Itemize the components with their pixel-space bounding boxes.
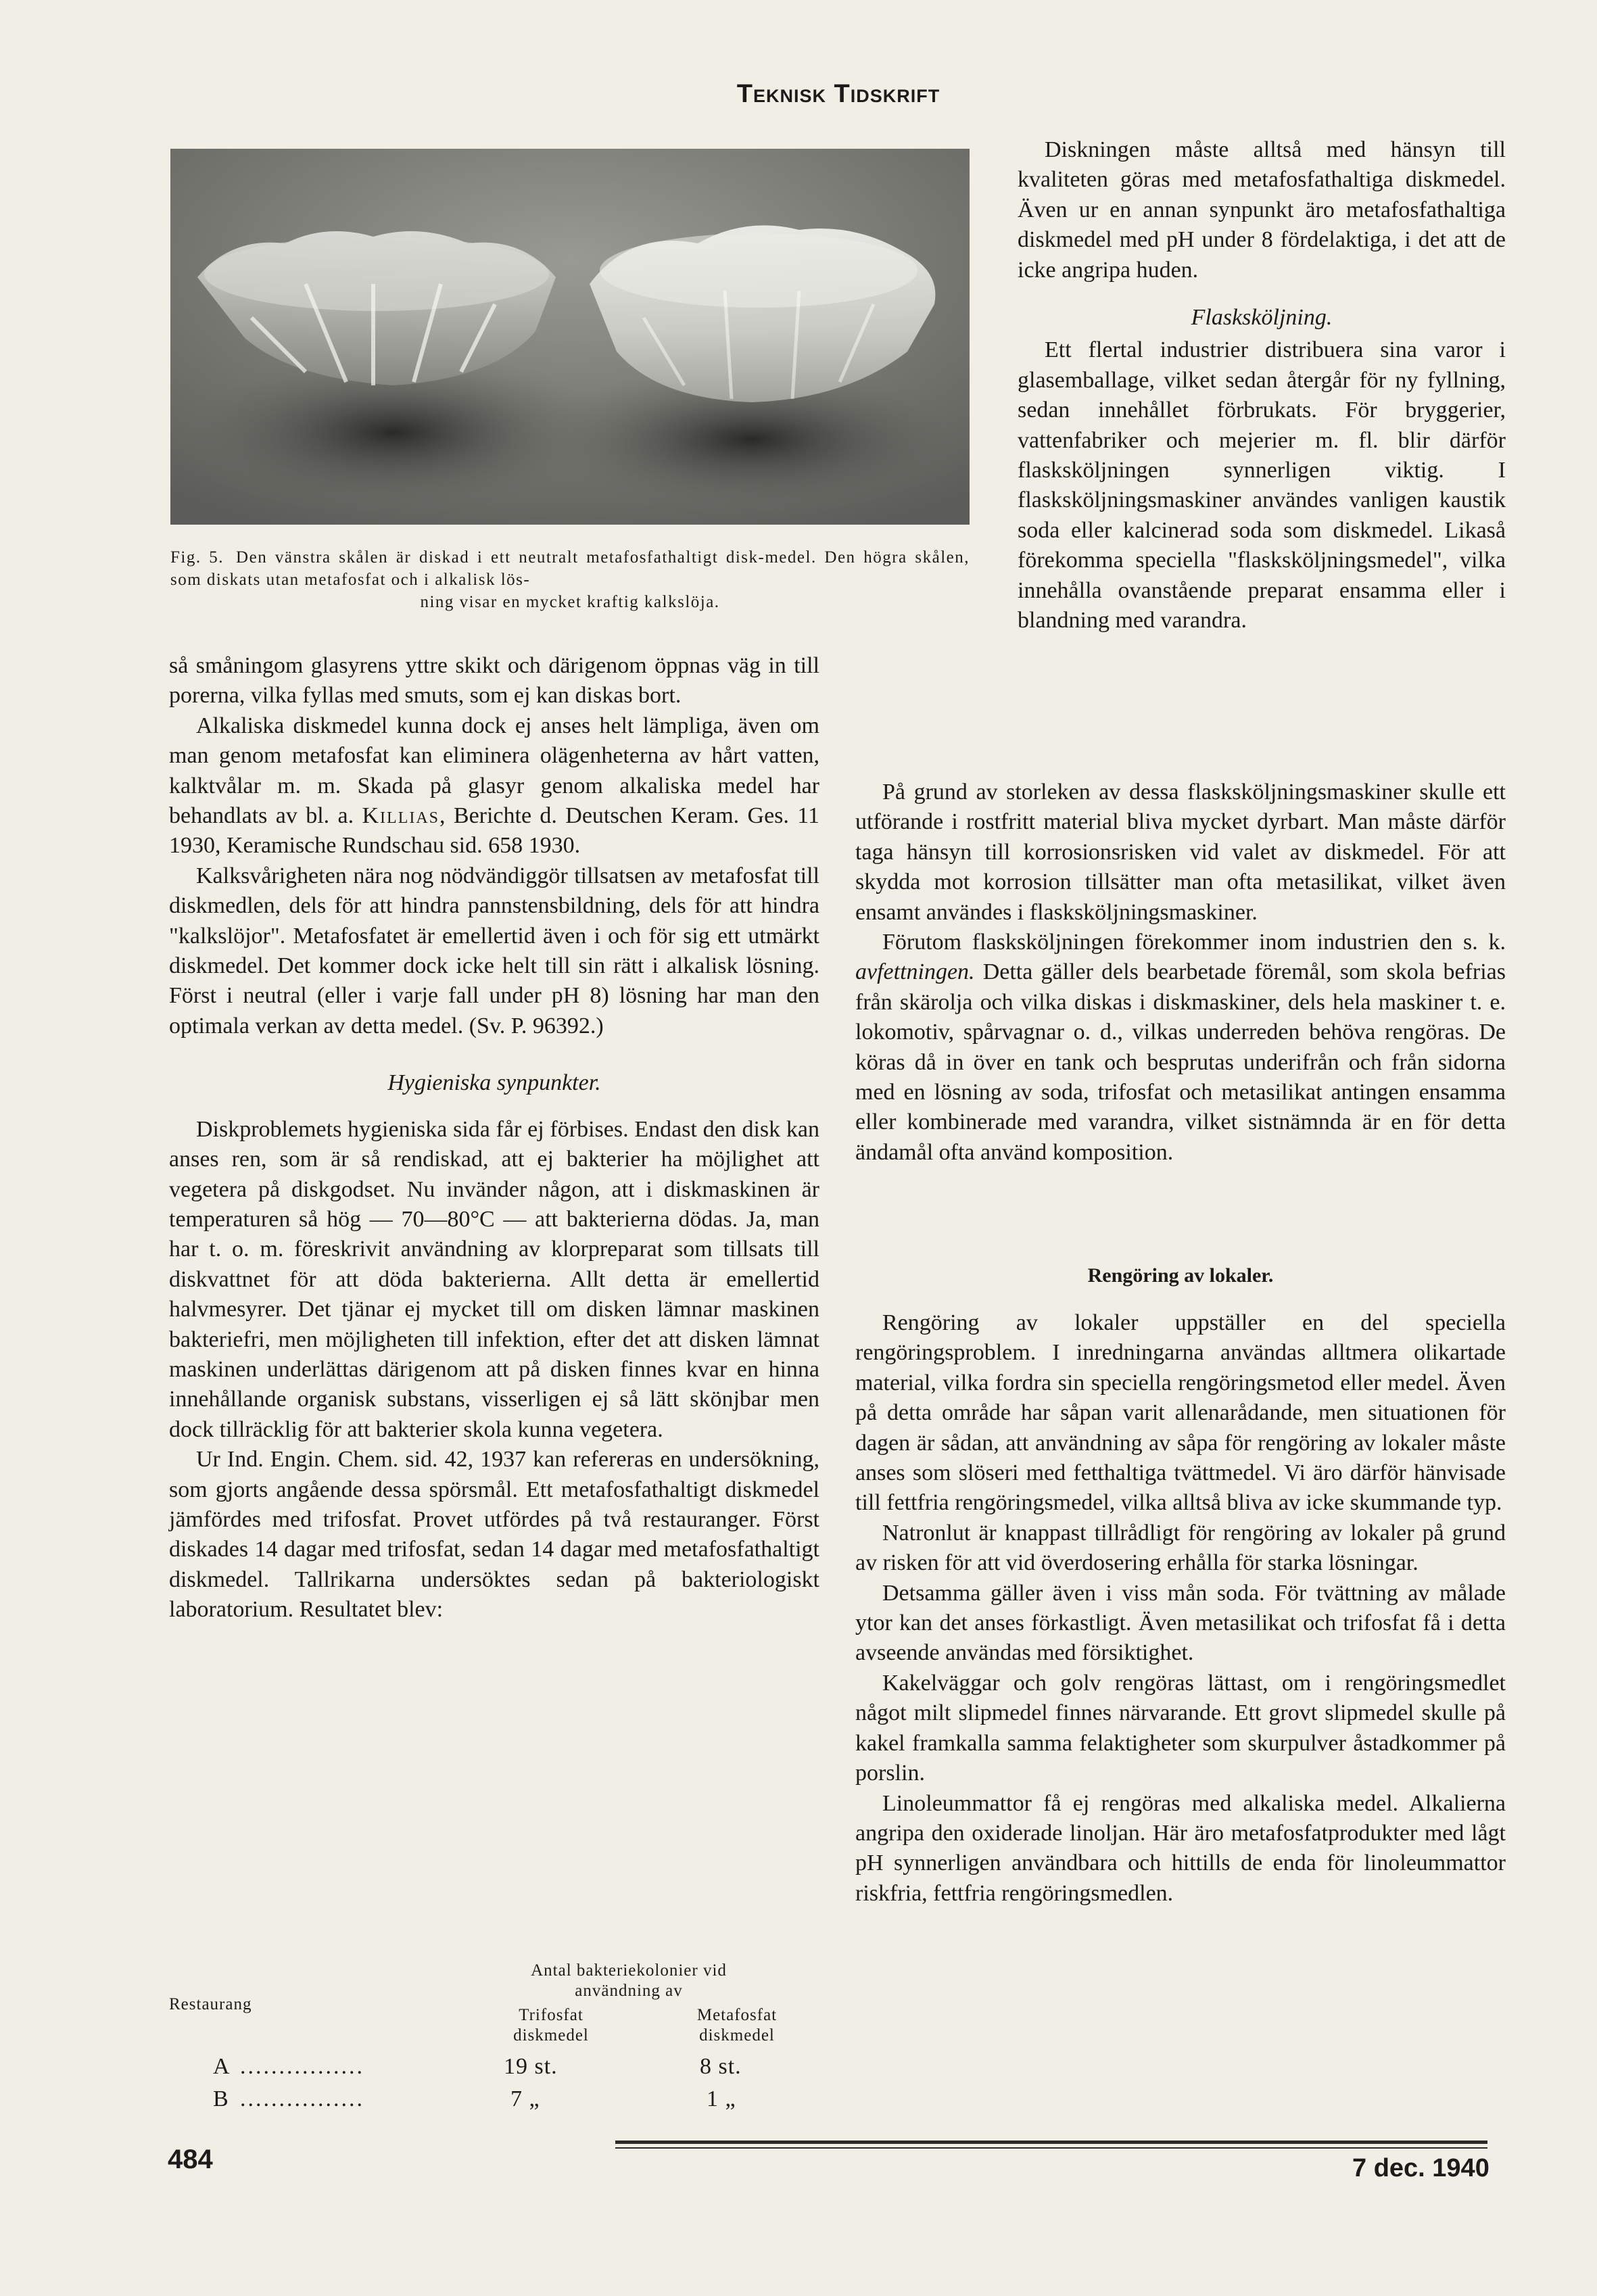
- caption-line-2: Den högra skålen, som diskats utan metafosfat och i alkalisk lös-: [170, 548, 970, 589]
- paragraph: Ur Ind. Engin. Chem. sid. 42, 1937 kan refereras en undersökning, som gjorts angående dessa spörsmål. Ett metafosfathaltigt diskmedel jämfördes med trifosfat. Provet utfördes på två restauranger. Först diskades 14 dagar med trifosfat, sedan 14 dagar med metafosfathaltigt diskmedel. Tallrikarna undersöktes sedan på bakteriologiskt laboratorium. Resultatet blev:: [169, 1447, 819, 1623]
- table-group-header: Antal bakteriekolonier vid användning av: [531, 1961, 727, 2000]
- paragraph: Detsamma gäller även i viss mån soda. För tvättning av målade ytor kan det anses förkastligt. Även metasilikat och trifosfat få i detta avseende användas med försiktighet.: [855, 1580, 1506, 1666]
- paragraph: Ett flertal industrier distribuera sina varor i glasemballage, vilket sedan återgår för ny fyllning, sedan innehållet förbrukats. För bryggerier, vattenfabriker och mejerier m. fl. blir därför flaskskölјningen synnerligen viktig. I flaskskölјningsmaskiner användes vanligen kaustik soda eller kalcinerad soda som diskmedel. Likaså förekomma speciella "flaskskölјningsmedel", vilka innehålla ovanstående preparat ensamma eller i blandning med varandra.: [1018, 337, 1506, 633]
- author-name: Killias: [362, 803, 440, 829]
- figure-photo: [170, 149, 970, 525]
- table-header-trifosfat: Trifosfat diskmedel: [513, 2006, 589, 2044]
- glass-bowls-image: [170, 149, 970, 525]
- right-column-top: [1018, 135, 1506, 636]
- figure-label: Fig. 5.: [170, 548, 224, 567]
- paragraph: Alkaliska diskmedel kunna dock ej anses helt lämpliga, även om man genom metafosfat kan eliminera olägenheterna av hårt vatten, kalktvålar m. m. Skada på glasyr genom alkaliska medel har behandlats av bl. a. Killias, Berichte d. Deutschen Keram. Ges. 11 1930, Keramische Rundschau sid. 658 1930.: [169, 713, 819, 859]
- paragraph: På grund av storleken av dessa flaskskölјningsmaskiner skulle ett utförande i rostfritt material bliva mycket dyrbart. Man måste därför taga hänsyn till korrosionsrisken vid valet av diskmedel. För att skydda mot korrosion tillsätter man ofta metasilikat, vilket även ensamt användes i flaskskölјningsmaskiner.: [855, 780, 1506, 925]
- caption-line-1: Den vänstra skålen är diskad i ett neutralt metafosfathaltigt disk-medel.: [236, 548, 817, 567]
- table-header-restaurant: Restaurang: [169, 1995, 252, 2013]
- section-heading: Hygieniska synpunkter.: [387, 1070, 601, 1096]
- paragraph: Linoleummattor få ej rengöras med alkaliska medel. Alkalierna angripa den oxiderade linoljan. Här äro metafosfatprodukter med lågt pH synnerligen användbara och hittills de enda för linoleummattor riskfria, fettfria rengöringsmedlen.: [855, 1790, 1506, 1906]
- issue-date: 7 dec. 1940: [1352, 2154, 1489, 2182]
- paragraph: Rengöring av lokaler uppställer en del speciella rengöringsproblem. I inredningarna användas alltmera olikartade material, vilka fordra sin speciella rengöringsmetod eller medel. Även på detta område har såpan varit allenarådande, men situationen för dagen är sådan, att användning av såpa för rengöring av lokaler måste anses som slöseri med fetthaltiga tvättmedel. Vi äro därför hänvisade till fettfria rengöringsmedel, vilka alltså bliva av icke skummande typ.: [855, 1310, 1506, 1516]
- caption-line-3: ning visar en mycket kraftig kalkslöja.: [420, 593, 720, 611]
- paragraph: Natronlut är knappast tillrådligt för rengöring av lokaler på grund av risken för att vid överdosering erhålla för starka lösningar.: [855, 1520, 1506, 1576]
- term-avfettningen: avfettningen.: [855, 959, 975, 985]
- table-row: B ................ 7 „ 1 „: [213, 2086, 736, 2111]
- paragraph: Diskproblemets hygieniska sida får ej förbises. Endast den disk kan anses ren, som är så rendiskad, att ej bakterier ha möjlighet att vegetera på diskgodset. Nu invänder någon, att i diskmaskinen är temperaturen så hög — 70—80°C — att bakterierna dödas. Ja, man har t. o. m. föreskrivit användning av klorpreparat som tillsats till diskvattnet för att döda bakterierna. Allt detta är emellertid halvmesyrer. Det tjänar ej mycket till om disken lämnar maskinen bakteriefri, men möjligheten till infektion, efter det att disken lämnat maskinen underlättas därigenom att på disken finnes kvar en hinna innehållande organisk substans, visserligen ej så lätt skönjbar men dock tillräcklig för att bakterier skola kunna vegetera.: [169, 1116, 819, 1442]
- figure-caption: [170, 546, 970, 613]
- table-header-metafosfat: Metafosfat diskmedel: [696, 2006, 778, 2044]
- left-column: [169, 651, 819, 1625]
- table-row: A ................ 19 st. 8 st.: [213, 2054, 742, 2079]
- paragraph: så småningom glasyrens yttre skikt och därigenom öppnas väg in till porerna, vilka fyllas med smuts, som ej kan diskas bort.: [169, 653, 819, 709]
- right-column: [855, 778, 1506, 1168]
- bacteria-table: [169, 1961, 819, 2123]
- page-number: 484: [168, 2145, 213, 2174]
- section-heading: Rengöring av lokaler.: [1087, 1264, 1274, 1287]
- paragraph: Kakelväggar och golv rengöras lättast, om i rengöringsmedlet något milt slipmedel finnes närvarande. Ett grovt slipmedel skulle på kakel framkalla samma felaktigheter som skurpulver åstadkommer på porslin.: [855, 1670, 1506, 1786]
- right-column-bottom: [855, 1308, 1506, 1909]
- paragraph: Förutom flaskskölјningen förekommer inom industrien den s. k. avfettningen. Detta gäller dels bearbetade föremål, som skola befrias från skärolja och vilka diskas i diskmaskiner, dels hela maskiner t. e. lokomotiv, spårvagnar o. d., vilkas underreden behöva rengöras. De köras då in över en tank och besprutas underifrån och från sidorna med en lösning av soda, trifosfat och metasilikat antingen ensamma eller kombinerade med varandra, vilket sistnämnda är en för detta ändamål ofta använd komposition.: [855, 930, 1506, 1165]
- journal-header: Teknisk Tidskrift: [736, 80, 940, 108]
- paragraph: Kalksvårigheten nära nog nödvändiggör tillsatsen av metafosfat till diskmedlen, dels för att hindra pannstensbildning, dels för att hindra "kalkslöjor". Metafosfatet är emellertid även i och för sig ett utmärkt diskmedel. Det kommer dock icke helt till sin rätt i alkalisk lösning. Först i neutral (eller i varje fall under pH 8) lösning har man den optimala verkan av detta medel. (Sv. P. 96392.): [169, 863, 819, 1038]
- footer-rule: [615, 2147, 1487, 2149]
- footer-rule: [615, 2140, 1487, 2144]
- paragraph: Diskningen måste alltså med hänsyn till kvaliteten göras med metafosfathaltiga diskmedel. Även ur en annan synpunkt äro metafosfathaltiga diskmedel med pH under 8 fördelaktiga, i det att de icke angripa huden.: [1018, 137, 1506, 283]
- section-heading: Flasksköljning.: [1191, 305, 1333, 331]
